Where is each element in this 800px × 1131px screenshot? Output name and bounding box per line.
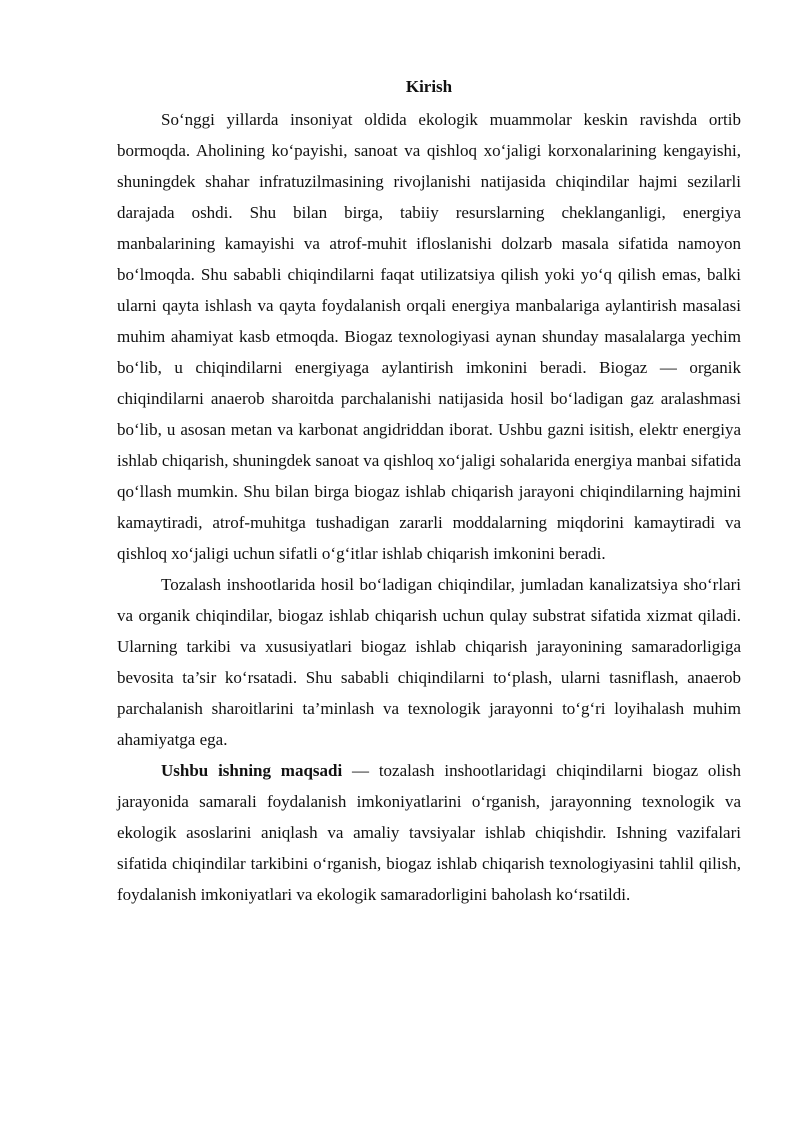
goal-lead: Ushbu ishning maqsadi [161, 761, 343, 780]
page-title: Kirish [405, 77, 453, 96]
goal-text: — tozalash inshootlaridagi chiqindilarni biogaz olish jarayonida samarali foydalanish imkoniyatlarini o‘rganish, jarayonning texnologik va ekologik asoslarini aniqlash va amaliy tavsiyalar ishlab chiqishdir. Ishning vazifalari sifatida chiqindilar tarkibini o‘rganish, biogaz ishlab chiqarish texnologiyasini tahlil qilish, foydalanish imkoniyatlari va ekologik samaradorligini baholash ko‘rsatildi. [117, 761, 741, 904]
paragraph-wastewater: Tozalash inshootlarida hosil bo‘ladigan chiqindilar, jumladan kanalizatsiya sho‘rlari va organik chiqindilar, biogaz ishlab chiqarish uchun qulay substrat sifatida xizmat qiladi. Ularning tarkibi va xususiyatlari biogaz ishlab chiqarish jarayonining samaradorligiga bevosita ta’sir ko‘rsatadi. Shu sababli chiqindilarni to‘plash, ularni tasniflash, anaerob parchalanish sharoitlarini ta’minlash va texnologik jarayonni to‘g‘ri loyihalash muhim ahamiyatga ega. [117, 575, 741, 749]
document-page [117, 70, 741, 910]
paragraph-goal [117, 755, 741, 910]
paragraph-intro: So‘nggi yillarda insoniyat oldida ekologik muammolar keskin ravishda ortib bormoqda. Aholining ko‘payishi, sanoat va qishloq xo‘jaligi korxonalarining kengayishi, shuningdek shahar infratuzilmasining rivojlanishi natijasida chiqindilar hajmi sezilarli darajada oshdi. Shu bilan birga, tabiiy resurslarning cheklanganligi, energiya manbalarining kamayishi va atrof-muhit ifloslanishi dolzarb masala sifatida namoyon bo‘lmoqda. Shu sababli chiqindilarni faqat utilizatsiya qilish yoki yo‘q qilish emas, balki ularni qayta ishlash va qayta foydalanish orqali energiya manbalariga aylantirish masalasi muhim ahamiyat kasb etmoqda. Biogaz texnologiyasi aynan shunday masalalarga yechim bo‘lib, u chiqindilarni energiyaga aylantirish imkonini beradi. Biogaz — organik chiqindilarni anaerob sharoitda parchalanishi natijasida hosil bo‘ladigan gaz aralashmasi bo‘lib, u asosan metan va karbonat angidriddan iborat. Ushbu gazni isitish, elektr energiya ishlab chiqarish, shuningdek sanoat va qishloq xo‘jaligi sohalarida energiya manbai sifatida qo‘llash mumkin. Shu bilan birga biogaz ishlab chiqarish jarayoni chiqindilarning hajmini kamaytiradi, atrof-muhitga tushadigan zararli moddalarning miqdorini kamaytiradi va qishloq xo‘jaligi uchun sifatli o‘g‘itlar ishlab chiqarish imkonini beradi. [117, 110, 741, 563]
